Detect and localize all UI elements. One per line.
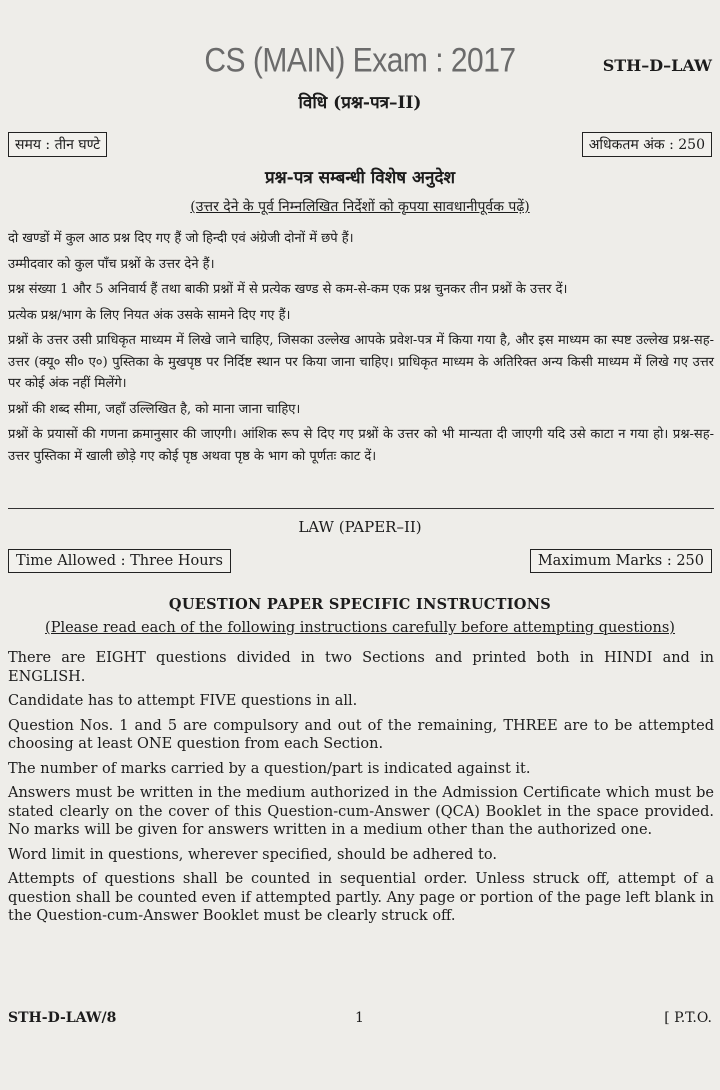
instruction-english-1: There are EIGHT questions divided in two Sections and printed both in HINDI and in ENGLISH. bbox=[8, 650, 714, 685]
instruction-hindi-5: प्रश्नों के उत्तर उसी प्राधिकृत माध्यम में लिखे जाने चाहिए, जिसका उल्लेख आपके प्रवेश-पत्र में किया गया है, और इस माध्यम का स्पष्ट उल्लेख प्रश्न-सह-उत्तर (क्यू० सी० ए०) पुस्तिका के मुखपृष्ठ पर निर्दिष्ट स्थान पर किया जाना चाहिए। प्राधिकृत माध्यम के अतिरिक्त अन्य किसी माध्यम में लिखे गए उत्तर पर कोई अंक नहीं मिलेंगे। bbox=[8, 333, 714, 391]
instruction-english-2: Candidate has to attempt FIVE questions in all. bbox=[8, 693, 358, 709]
instruction-hindi-6: प्रश्नों की शब्द सीमा, जहाँ उल्लिखित है, को माना जाना चाहिए। bbox=[8, 401, 301, 417]
instruction-english-6: Word limit in questions, wherever specified, should be adhered to. bbox=[8, 846, 497, 863]
time-allowed-english: Time Allowed : Three Hours bbox=[8, 549, 231, 573]
paper-code: STH–D–LAW bbox=[602, 56, 712, 75]
exam-title: CS (MAIN) Exam : 2017 bbox=[204, 41, 516, 80]
instructions-heading-english: QUESTION PAPER SPECIFIC INSTRUCTIONS bbox=[168, 596, 552, 613]
instruction-hindi-2: उम्मीदवार को कुल पाँच प्रश्नों के उत्तर देने हैं। bbox=[8, 256, 215, 272]
instructions-subheading-english: (Please read each of the following instructions carefully before attempting questions) bbox=[45, 620, 675, 636]
time-allowed-hindi: समय : तीन घण्टे bbox=[8, 132, 107, 157]
instruction-english-4: The number of marks carried by a question/part is indicated against it. bbox=[8, 760, 531, 777]
instructions-list-english bbox=[8, 649, 714, 932]
instructions-subheading-hindi: (उत्तर देने के पूर्व निम्नलिखित निर्देशों को कृपया सावधानीपूर्वक पढ़ें) bbox=[190, 199, 530, 215]
instruction-english-7: Attempts of questions shall be counted in sequential order. Unless struck off, attempt of a question shall be counted even if attempted partly. Any page or portion of the page left blank in the Question-cum-Answer Booklet must be clearly struck off. bbox=[8, 871, 714, 924]
instruction-hindi-4: प्रत्येक प्रश्न/भाग के लिए नियत अंक उसके सामने दिए गए हैं। bbox=[8, 307, 291, 323]
instructions-heading-hindi: प्रश्न-पत्र सम्बन्धी विशेष अनुदेश bbox=[264, 168, 456, 188]
instructions-list-hindi bbox=[8, 228, 714, 471]
instruction-hindi-3: प्रश्न संख्या 1 और 5 अनिवार्य हैं तथा बाकी प्रश्नों में से प्रत्येक खण्ड से कम-से-कम एक प्रश्न चुनकर तीन प्रश्नों के उत्तर दें। bbox=[8, 282, 568, 297]
instruction-english-3: Question Nos. 1 and 5 are compulsory and out of the remaining, THREE are to be attempted choosing at least ONE question from each Section. bbox=[8, 717, 714, 752]
footer-code: STH-D-LAW/8 bbox=[8, 1010, 117, 1026]
max-marks-english: Maximum Marks : 250 bbox=[530, 549, 712, 573]
instruction-english-5: Answers must be written in the medium authorized in the Admission Certificate which must be stated clearly on the cover of this Question-cum-Answer (QCA) Booklet in the space provided. No marks will be given for answers written in a medium other than the authorized one. bbox=[8, 785, 714, 838]
subject-hindi: विधि (प्रश्न-पत्र–II) bbox=[298, 93, 422, 113]
instruction-hindi-7: प्रश्नों के प्रयासों की गणना क्रमानुसार की जाएगी। आंशिक रूप से दिए गए प्रश्नों के उत्तर को भी मान्यता दी जाएगी यदि उसे काटा न गया हो। प्रश्न-सह-उत्तर पुस्तिका में खाली छोड़े गए कोई पृष्ठ अथवा पृष्ठ के भाग को पूर्णतः काट दें। bbox=[8, 427, 714, 464]
page-number: 1 bbox=[355, 1010, 364, 1026]
max-marks-hindi: अधिकतम अंक : 250 bbox=[582, 132, 712, 157]
pto-label: [ P.T.O. bbox=[664, 1010, 712, 1026]
section-divider bbox=[8, 508, 714, 509]
instruction-hindi-1: दो खण्डों में कुल आठ प्रश्न दिए गए हैं जो हिन्दी एवं अंग्रेजी दोनों में छपे हैं। bbox=[8, 231, 354, 246]
subject-english: LAW (PAPER–II) bbox=[298, 518, 422, 536]
